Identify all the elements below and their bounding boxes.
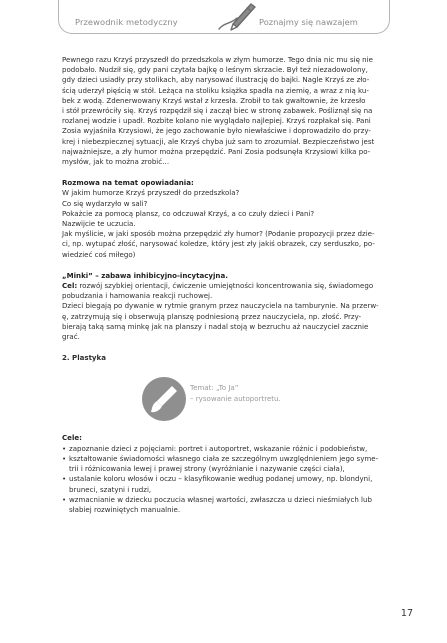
story-line: i stół przewróciły się. Krzyś rozpędził się i zaczął biec w stronę zabawek. Pośliznął się na: [62, 106, 373, 116]
goal-line: słabiej rozwiniętych manualnie.: [69, 504, 181, 514]
discussion-section: [62, 178, 384, 260]
story-line: ścią uderzył pięścią w stół. Leżąca na stoliku książka spadła na ziemię, a wraz z nią ku-: [62, 85, 369, 95]
page-header: [58, 0, 390, 34]
game-line: grać.: [62, 332, 80, 342]
game-line: Dzieci biegają po dywanie w rytmie granym przez nauczyciela na tamburynie. Na przerw-: [62, 301, 379, 311]
story-line: mysłów, jak to można zrobić…: [62, 157, 170, 167]
story-line: Pewnego razu Krzyś przyszedł do przedszkola w złym humorze. Tego dnia nic mu się nie: [62, 55, 373, 64]
game-title: „Minki” – zabawa inhibicyjno-incytacyjna.: [62, 270, 228, 280]
goal-item: [62, 495, 384, 515]
goal-line: • kształtowanie świadomości własnego ciała ze szczególnym uwzględnieniem jego syme-: [69, 453, 379, 463]
topic-line-2: – rysowanie autoportretu.: [190, 393, 281, 403]
discussion-title: Rozmowa na temat opowiadania:: [62, 178, 194, 188]
goal-line: • wzmacnianie w dziecku poczucia własnej wartości, zwłaszcza u dzieci nieśmiałych lub: [69, 494, 372, 504]
story-line: bek z wodą. Zdenerwowany Krzyś wstał z krzesła. Zrobił to tak gwałtownie, że krzesło: [62, 95, 366, 105]
discussion-line: Jak myślicie, w jaki sposób można przepędzić zły humor? (Podanie propozycji przez dzie-: [62, 229, 375, 239]
header-right-title: Poznajmy się nawzajem: [259, 17, 358, 27]
story-paragraph: [62, 55, 384, 167]
page-content: [62, 55, 384, 515]
pen-writing-icon: [209, 0, 257, 34]
discussion-line: W jakim humorze Krzyś przyszedł do przedszkola?: [62, 188, 240, 198]
discussion-line: wiedzieć coś miłego): [62, 249, 136, 259]
goal-item: [62, 444, 384, 454]
story-line: podobało. Nudził się, gdy pani czytała bajkę o leśnym skrzacie. Był też niezadowolony,: [62, 65, 368, 75]
game-line: bierają taką samą minkę jak na planszy i nadal stoją w bezruchu aż nauczyciel zacznie: [62, 321, 369, 331]
game-line: ę, zatrzymują się i obserwują planszę podniesioną przez nauczyciela, np. złość. Przy-: [62, 311, 362, 321]
goal-line: bruneci, szatyni i rudzi,: [69, 484, 152, 494]
topic-text: [190, 383, 281, 404]
game-section: [62, 271, 384, 342]
topic-circle: [142, 377, 186, 421]
discussion-line: Pokażcie za pomocą plansz, co odczuwał Krzyś, a co czuły dzieci i Pani?: [62, 208, 315, 218]
goal-item: [62, 454, 384, 474]
story-line: Zosia wyjaśniła Krzysiowi, że jego zachowanie było niewłaściwe i doprowadziło do przy-: [62, 126, 371, 136]
topic-line-1: Temat: „To Ja”: [190, 383, 239, 393]
game-goal-label: Cel:: [62, 281, 78, 291]
discussion-line: ci, np. wytupać złość, narysować koledze, który jest zły jakiś obrazek, czy serduszko, po-: [62, 239, 375, 249]
game-goal-text: rozwój szybkiej orientacji, ćwiczenie umiejętności koncentrowania się, świadomego: [77, 281, 374, 291]
story-line: najważniejsze, a zły humor można przepędzić. Pani Zosia podsunęła Krzysiowi kilka po-: [62, 146, 371, 156]
header-left-title: Przewodnik metodyczny: [75, 17, 178, 27]
story-line: krej i niebezpiecznej sytuacji, ale Krzyś chyba już sam to zrozumiał. Bezpieczeństwo jest: [62, 136, 375, 146]
story-line: rozlanej wodzie i upadł. Rozbite kolano nie wyglądało najlepiej. Krzyś rozpłakał się. Pani: [62, 116, 371, 126]
goal-line: • ustalanie koloru włosów i oczu – klasyfikowanie według podanej umowy, np. blondyni,: [69, 474, 373, 484]
goals-title: Cele:: [62, 433, 82, 443]
story-line: gdy dzieci usiadły przy stolikach, aby narysować ilustrację do bajki. Nagle Krzyś ze zło-: [62, 75, 370, 85]
page-number: 17: [400, 608, 413, 619]
paintbrush-icon: [142, 377, 186, 421]
discussion-line: Co się wydarzyło w sali?: [62, 198, 148, 208]
section-2-title: 2. Plastyka: [62, 353, 106, 363]
topic-block: [62, 377, 384, 423]
game-goal-line: pobudzania i hamowania reakcji ruchowej.: [62, 291, 213, 301]
discussion-line: Nazwijcie te uczucia.: [62, 219, 136, 229]
goals-list: [62, 444, 384, 515]
goal-item: [62, 474, 384, 494]
game-goal: [62, 281, 384, 291]
goal-line: • zapoznanie dzieci z pojęciami: portret i autoportret, wskazanie różnic i podobieństw,: [69, 443, 368, 453]
goal-line: trii i różnicowania lewej i prawej strony (wyróżnianie i nazywanie części ciała),: [69, 464, 345, 474]
